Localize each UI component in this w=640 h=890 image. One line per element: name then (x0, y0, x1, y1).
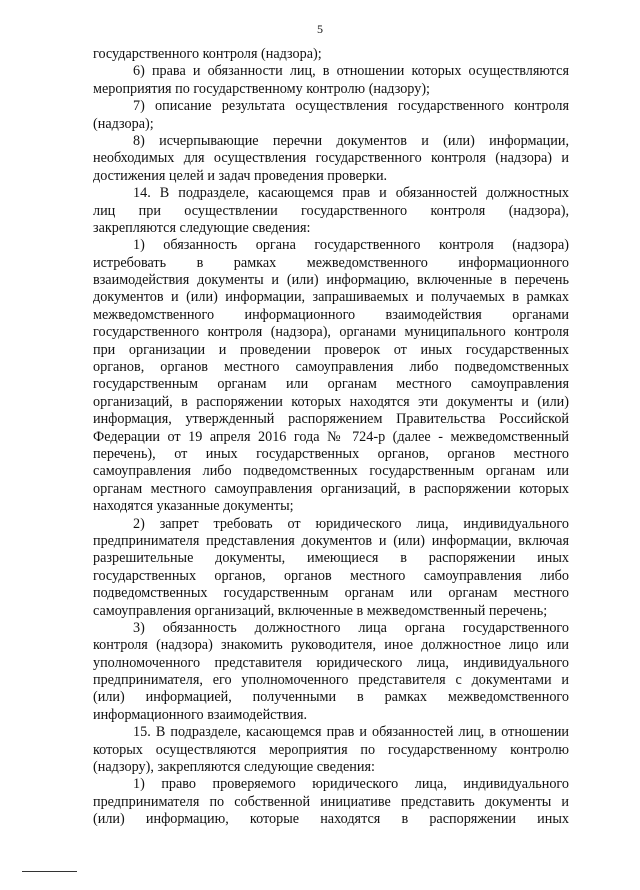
text-line: подведомственных государственным органам или органам местного (93, 585, 569, 602)
text-line: которых осуществляются мероприятия по государственному контролю (93, 741, 569, 758)
text-line: 3) обязанность должностного лица органа государственного (133, 619, 569, 636)
text-line: находятся указанные документы; (93, 498, 294, 515)
text-line: Федерации от 19 апреля 2016 года № 724-р (далее - межведомственный (93, 428, 569, 445)
text-line: межведомственного информационного взаимодействия органами (93, 306, 569, 323)
text-line: предпринимателя представления документов и (или) информации, включая (93, 532, 569, 549)
text-line: (или) информацию, которые находятся в распоряжении иных (93, 811, 569, 828)
text-line: лиц при осуществлении государственного контроля (надзора), (93, 202, 569, 219)
text-line: организаций, в распоряжении которых находятся эти документы и (или) (93, 393, 569, 410)
text-line: достижения целей и задач проведения проверки. (93, 167, 388, 184)
text-line: 7) описание результата осуществления государственного контроля (133, 98, 569, 115)
text-line: 2) запрет требовать от юридического лица, индивидуального (133, 515, 569, 532)
text-line: перечень), от иных государственных органов, органов местного (93, 445, 569, 462)
text-line: государственным органам или органам местного самоуправления (93, 376, 569, 393)
footer-rule (22, 871, 77, 872)
text-line: информационного взаимодействия. (93, 706, 308, 723)
text-line: информация, утвержденный распоряжением Правительства Российской (93, 411, 569, 428)
text-line: 14. В подразделе, касающемся прав и обязанностей должностных (133, 185, 569, 202)
text-line: истребовать в рамках межведомственного информационного (93, 254, 569, 271)
text-line: контроля (надзора) знакомить руководителя, иное должностное лицо или (93, 637, 569, 654)
text-line: органов, органов местного самоуправления либо подведомственных (93, 359, 569, 376)
text-line: (надзору), закрепляются следующие сведения: (93, 759, 375, 776)
text-line: предпринимателя, его уполномоченного представителя с документами и (93, 672, 569, 689)
text-line: государственного контроля (надзора), органами муниципального контроля (93, 324, 569, 341)
text-line: органам местного самоуправления организаций, в распоряжении которых (93, 480, 569, 497)
text-line: документов и (или) информации, запрашиваемых и получаемых в рамках (93, 289, 569, 306)
text-line: государственного контроля (надзора); (93, 46, 322, 62)
text-line: самоуправления либо подведомственных государственным органам или (93, 463, 569, 480)
text-line: самоуправления организаций, включенные в межведомственный перечень; (93, 602, 548, 619)
text-line: уполномоченного представителя юридического лица, индивидуального (93, 654, 569, 671)
text-line: взаимодействия документы и (или) информацию, включенные в перечень (93, 272, 569, 289)
text-line: необходимых для осуществления государственного контроля (надзора) и (93, 150, 569, 167)
text-line: мероприятия по государственному контролю (надзору); (93, 80, 430, 97)
text-line: при организации и проведении проверок от иных государственных (93, 341, 569, 358)
text-line: закрепляются следующие сведения: (93, 219, 311, 236)
text-line: 8) исчерпывающие перечни документов и (или) информации, (133, 132, 569, 149)
text-line: (или) информацией, полученными в рамках межведомственного (93, 689, 569, 706)
text-line: 1) обязанность органа государственного контроля (надзора) (133, 237, 569, 254)
text-line: 1) право проверяемого юридического лица, индивидуального (133, 776, 569, 793)
text-line: государственных органов, органов местного самоуправления либо (93, 567, 569, 584)
page-number: 5 (317, 22, 323, 36)
text-line: 15. В подразделе, касающемся прав и обязанностей лиц, в отношении (133, 724, 569, 741)
text-line: 6) права и обязанности лиц, в отношении которых осуществляются (133, 63, 569, 80)
text-line: предпринимателя по собственной инициативе представить документы и (93, 793, 569, 810)
document-body-text (93, 46, 569, 829)
text-line: (надзора); (93, 115, 154, 132)
text-line: разрешительные документы, имеющиеся в распоряжении иных (93, 550, 569, 567)
